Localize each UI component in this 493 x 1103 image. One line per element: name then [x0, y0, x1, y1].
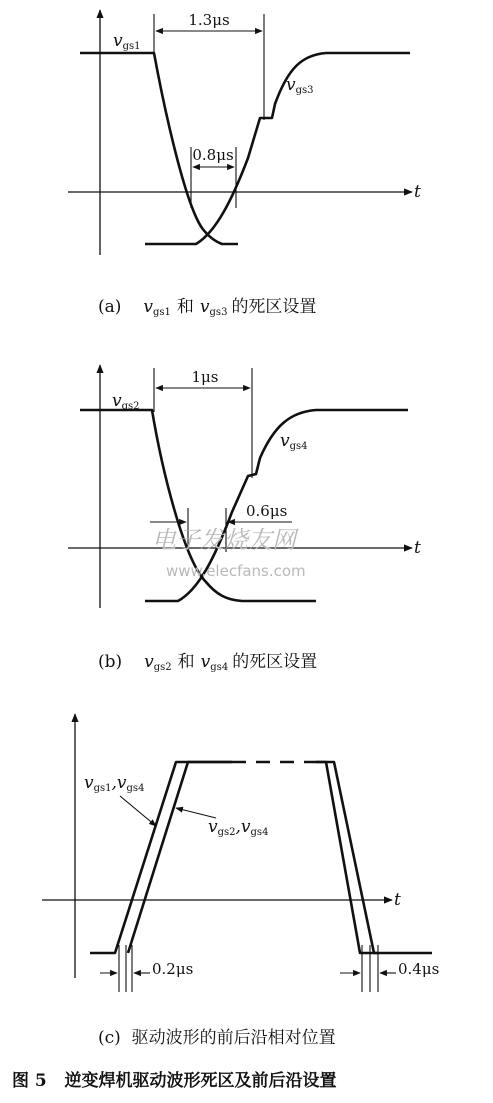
panel-c-t-label: t — [394, 890, 401, 910]
panel-a-t-label: t — [414, 182, 421, 202]
panel-a-label-vgs1: vgs1 — [113, 31, 141, 52]
panel-b-dim-top-label: 1μs — [191, 368, 219, 386]
figure-caption: 图 5 逆变焊机驱动波形死区及前后沿设置 — [12, 1071, 337, 1091]
panel-c-label-1: vgs1,vgs4 — [84, 773, 145, 794]
panel-c-label-2: vgs2,vgs4 — [208, 817, 269, 838]
panel-a-dim-mid-label: 0.8μs — [192, 146, 234, 164]
panel-c-waveform-2-fall — [316, 762, 432, 953]
panel-c-dim-left-label: 0.2μs — [152, 960, 194, 978]
panel-a — [68, 10, 421, 318]
panel-c-dim-right-label: 0.4μs — [398, 960, 440, 978]
panel-a-dim-top-label: 1.3μs — [188, 11, 230, 29]
panel-c — [42, 714, 439, 1048]
panel-b-label-vgs2: vgs2 — [112, 391, 140, 412]
panel-b-watermark-cn: 电子发烧友网 — [152, 526, 296, 554]
panel-b-t-label: t — [414, 538, 421, 558]
panel-a-caption: (a) vgs1 和 vgs3 的死区设置 — [98, 297, 317, 318]
panel-a-vgs3-waveform — [145, 53, 410, 244]
panel-b-label-vgs4: vgs4 — [280, 431, 308, 452]
panel-b-dim-mid-label: 0.6μs — [246, 502, 288, 520]
panel-c-label-2-leader — [176, 808, 216, 818]
panel-c-label-1-leader — [120, 796, 156, 826]
panel-b — [68, 365, 421, 673]
panel-a-label-vgs3: vgs3 — [286, 75, 314, 96]
panel-b-watermark-url: www.elecfans.com — [166, 562, 306, 580]
panel-b-caption: (b) vgs2 和 vgs4 的死区设置 — [98, 652, 318, 673]
panel-c-caption: (c) 驱动波形的前后沿相对位置 — [98, 1028, 336, 1048]
